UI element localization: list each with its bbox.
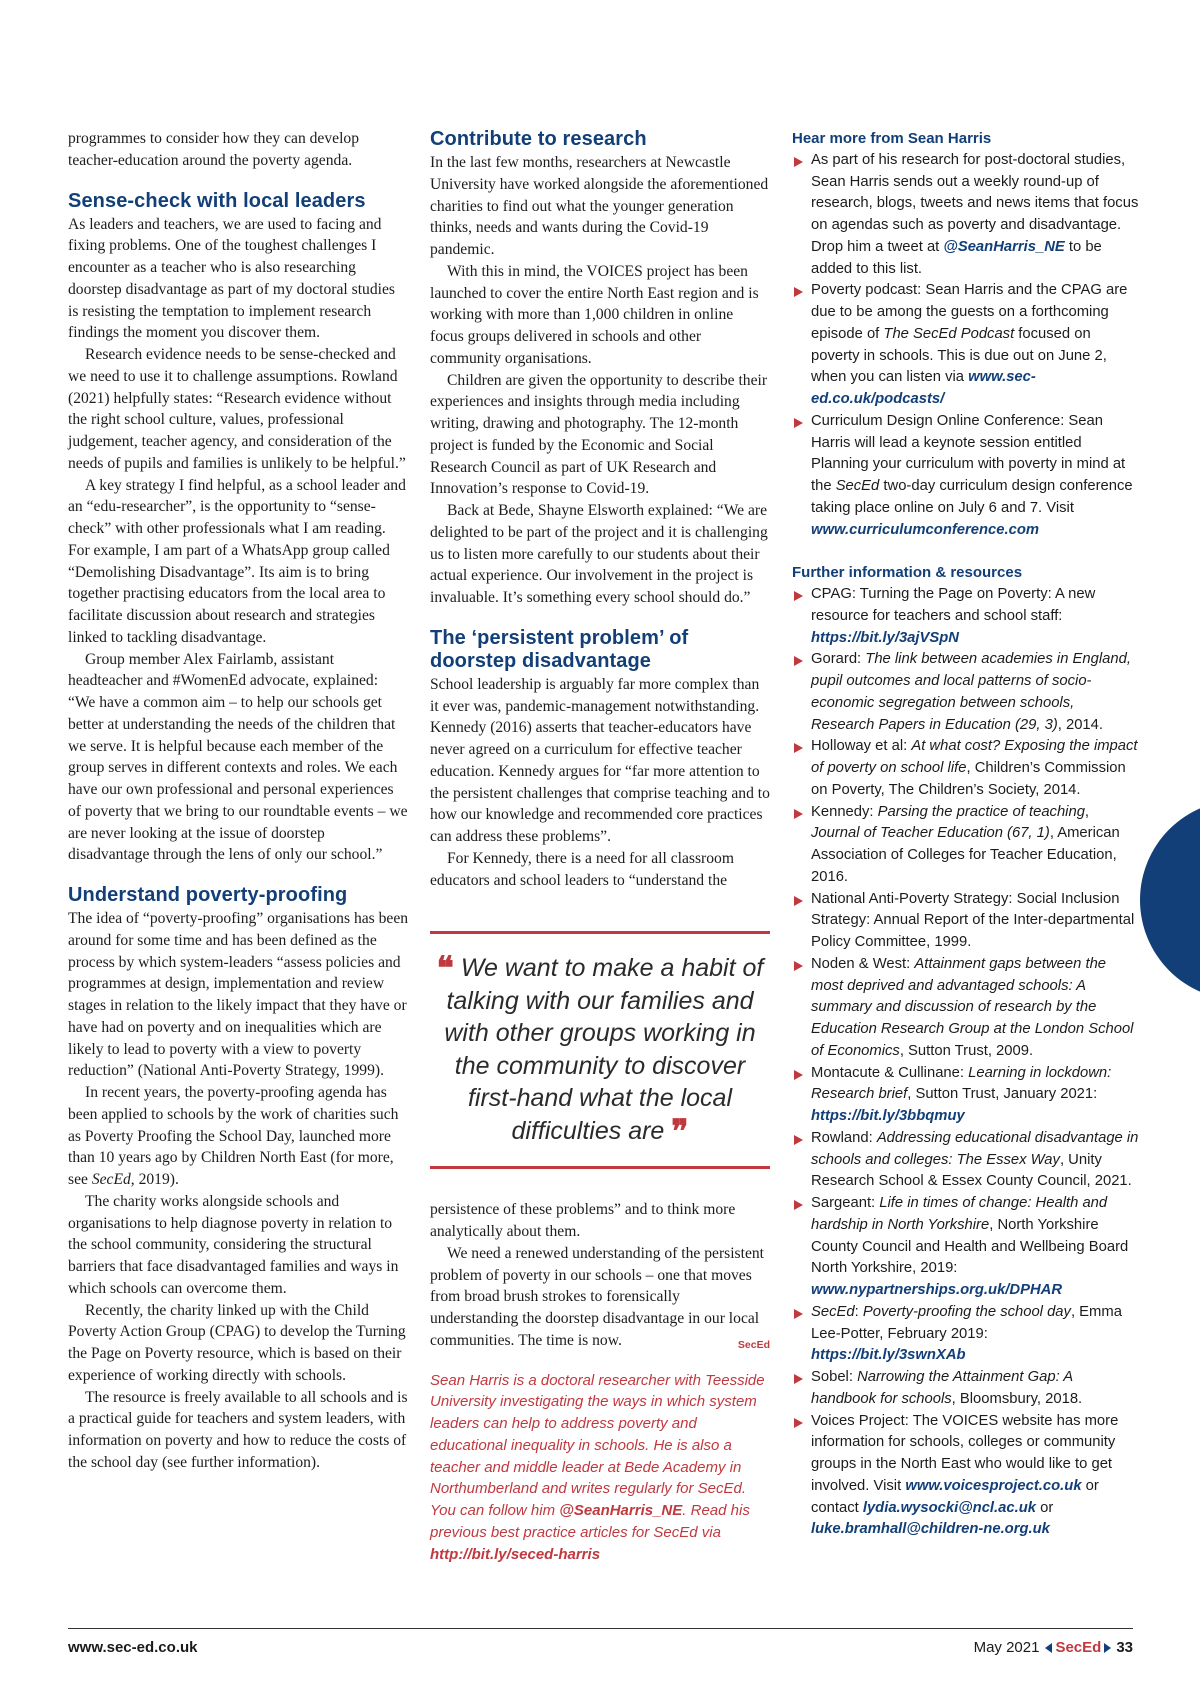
article-column-1: [68, 128, 409, 1474]
heading-contribute: Contribute to research: [430, 128, 647, 150]
page-edge-tab: [1140, 800, 1200, 1000]
pull-quote-text: We want to make a habit of talking with our families and with other groups working in the community to discover first-hand what the local difficulties are: [444, 954, 764, 1145]
list-item: National Anti-Poverty Strategy: Social Inclusion Strategy: Annual Report of the Inter-departmental Policy Committee, 1999.: [792, 889, 1140, 954]
list-item: Montacute & Cullinane: Learning in lockdown: Research brief, Sutton Trust, January 2021: https://bit.ly/3bbqmuy: [792, 1063, 1140, 1128]
email-link[interactable]: luke.bramhall@children-ne.org.uk: [811, 1521, 1050, 1538]
paragraph: The charity works alongside schools and organisations to help diagnose poverty in relation to the school community, considering the structural barriers that face disadvantaged families and ways in which schools can overcome them.: [68, 1192, 399, 1297]
bullet-arrow-icon: [794, 896, 803, 906]
close-quote-icon: ❞: [671, 1112, 689, 1149]
resource-link[interactable]: https://bit.ly/3ajVSpN: [811, 629, 959, 646]
seced-end-mark: SecEd: [737, 1338, 770, 1351]
list-item: As part of his research for post-doctoral studies, Sean Harris sends out a weekly round-up of research, blogs, tweets and news items that focus on agendas such as poverty and disadvantage. Drop him a tweet at @SeanHarris_NE to be added to this list.: [792, 150, 1140, 281]
bullet-arrow-icon: [794, 743, 803, 753]
list-item: SecEd: Poverty-proofing the school day, Emma Lee-Potter, February 2019: https://bit.ly/3swnXAb: [792, 1302, 1140, 1367]
triangle-right-icon: [1104, 1643, 1111, 1653]
conference-link[interactable]: www.curriculumconference.com: [811, 521, 1040, 538]
paragraph: The resource is freely available to all schools and is a practical guide for teachers and system leaders, with information on poverty and how to reduce the costs of the school day (see further information).: [68, 1388, 408, 1471]
paragraph: Group member Alex Fairlamb, assistant headteacher and #WomenEd advocate, explained: “We have a common aim – to help our schools get better at understanding the needs of the children that we serve. It is helpful because each member of the group serves in different contexts and roles. We each have our own professional and personal experiences of poverty that we bring to our roundtable events – we are never looking at the issue of doorstep disadvantage through the lens of only our school.”: [68, 650, 408, 864]
paragraph: For Kennedy, there is a need for all classroom educators and school leaders to “understand the: [430, 849, 734, 889]
heading-poverty-proofing: Understand poverty-proofing: [68, 884, 348, 906]
resource-link[interactable]: https://bit.ly/3swnXAb: [811, 1347, 966, 1364]
list-item: Curriculum Design Online Conference: Sean Harris will lead a keynote session entitled Planning your curriculum with poverty in mind at the SecEd two-day curriculum design conference taking place online on July 6 and 7. Visit www.curriculumconference.com: [792, 411, 1140, 542]
list-item: Gorard: The link between academies in England, pupil outcomes and local patterns of socio-economic segregation between schools, Research Papers in Education (29, 3), 2014.: [792, 649, 1140, 736]
bullet-arrow-icon: [794, 961, 803, 971]
voices-website-link[interactable]: www.voicesproject.co.uk: [905, 1477, 1082, 1494]
podcast-link[interactable]: www.sec-ed.co.uk/podcasts/: [811, 369, 1036, 407]
author-bio: Sean Harris is a doctoral researcher with Teesside University investigating the ways in which system leaders can help to address poverty and educational inequality in schools. He is also a teacher and middle leader at Bede Academy in Northumberland and writes regularly for SecEd. You can follow him @SeanHarris_NE. Read his previous best practice articles for SecEd via http://bit.ly/seced-harris: [430, 1371, 765, 1563]
bullet-arrow-icon: [794, 287, 803, 297]
footer-folio: [974, 1639, 1133, 1656]
bullet-arrow-icon: [794, 591, 803, 601]
resource-link[interactable]: https://bit.ly/3bbqmuy: [811, 1108, 965, 1124]
footer-url[interactable]: www.sec-ed.co.uk: [68, 1639, 198, 1656]
list-item: Rowland: Addressing educational disadvantage in schools and colleges: The Essex Way, Unity Research School & Essex County Council, 2021.: [792, 1128, 1140, 1193]
list-item: Noden & West: Attainment gaps between the most deprived and advantaged schools: A summary and discussion of research by the Education Research Group at the London School of Economics, Sutton Trust, 2009.: [792, 954, 1140, 1063]
heading-hear-more: Hear more from Sean Harris: [792, 130, 992, 147]
list-item: CPAG: Turning the Page on Poverty: A new resource for teachers and school staff: https://bit.ly/3ajVSpN: [792, 584, 1140, 649]
paragraph: In recent years, the poverty-proofing agenda has been applied to schools by the work of charities such as Poverty Proofing the School Day, launched more than 10 years ago by Children North East (for more, see SecEd, 2019).: [68, 1084, 399, 1188]
issue-date: May 2021: [973, 1639, 1040, 1656]
resource-link[interactable]: www.nypartnerships.org.uk/DPHAR: [811, 1282, 1063, 1298]
resources-list: [792, 584, 1140, 1541]
paragraph: Back at Bede, Shayne Elsworth explained: “We are delighted to be part of the project and it is challenging us to listen more carefully to our students about their actual experience. Our involvement in the project is invaluable. It’s something every school should do.”: [430, 502, 768, 606]
bullet-arrow-icon: [794, 1135, 803, 1145]
bullet-arrow-icon: [794, 1309, 803, 1319]
bullet-arrow-icon: [794, 157, 803, 167]
sidebar: [792, 128, 1140, 1541]
hear-more-list: [792, 150, 1140, 542]
paragraph: Recently, the charity linked up with the Child Poverty Action Group (CPAG) to develop the Turning the Page on Poverty resource, which is based on their experience of working directly with schools.: [68, 1301, 406, 1384]
bullet-arrow-icon: [794, 418, 803, 428]
heading-persistent-problem: The ‘persistent problem’ of doorstep disadvantage: [430, 626, 689, 672]
paragraph: The idea of “poverty-proofing” organisations has been around for some time and has been defined as the process by which system-leaders “assess policies and programmes at design, implementation and review stages in relation to the likely impact that they have or have had on poverty and on inequalities which are likely to lead to poverty with a view to poverty reduction” (National Anti-Poverty Strategy, 1999).: [68, 910, 409, 1080]
list-item: Voices Project: The VOICES website has more information for schools, colleges or community groups in the North East who would like to get involved. Visit www.voicesproject.co.uk or contact lydia.wysocki@ncl.ac.uk or luke.bramhall@children-ne.org.uk: [792, 1411, 1140, 1542]
brand-logo: SecEd: [1055, 1639, 1102, 1656]
intro-paragraph: programmes to consider how they can develop teacher-education around the poverty agenda.: [68, 130, 359, 169]
article-column-2: [430, 128, 770, 1565]
bullet-arrow-icon: [794, 1070, 803, 1080]
heading-sense-check: Sense-check with local leaders: [68, 189, 366, 212]
paragraph: We need a renewed understanding of the persistent problem of poverty in our schools – one that moves from broad brush strokes to forensically understanding the doorstep disadvantage in our local communities. The time is now. SecEd: [430, 1243, 770, 1352]
page-number: 33: [1116, 1639, 1133, 1656]
paragraph: Research evidence needs to be sense-checked and we need to use it to challenge assumptions. Rowland (2021) helpfully states: “Research evidence without the right school culture, values, professional judgement, teacher agency, and consideration of the needs of pupils and families is unlikely to be helpful.”: [68, 346, 406, 472]
author-twitter-link[interactable]: @SeanHarris_NE: [559, 1502, 683, 1519]
twitter-link[interactable]: @SeanHarris_NE: [943, 238, 1065, 255]
paragraph: Children are given the opportunity to describe their experiences and insights through media including writing, drawing and photography. The 12-month project is funded by the Economic and Social Research Council as part of UK Research and Innovation’s response to Covid-19.: [430, 371, 768, 498]
author-articles-link[interactable]: http://bit.ly/seced-harris: [430, 1545, 601, 1563]
bullet-arrow-icon: [794, 656, 803, 666]
list-item: Kennedy: Parsing the practice of teaching, Journal of Teacher Education (67, 1), American Association of Colleges for Teacher Education, 2016.: [792, 802, 1140, 889]
list-item: Holloway et al: At what cost? Exposing the impact of poverty on school life, Children’s Commission on Poverty, The Children’s Society, 2014.: [792, 736, 1140, 801]
pull-quote: [430, 931, 770, 1169]
paragraph: School leadership is arguably far more complex than it ever was, pandemic-management notwithstanding. Kennedy (2016) asserts that teacher-educators have never agreed on a curriculum for effective teacher education. Kennedy argues for “far more attention to the persistent challenges that comprise teaching and to how our knowledge and recommended core practices can address these problems”.: [430, 675, 770, 845]
bullet-arrow-icon: [794, 1200, 803, 1210]
footer-divider: [68, 1628, 1133, 1629]
heading-further-info: Further information & resources: [792, 564, 1023, 582]
paragraph: With this in mind, the VOICES project has been launched to cover the entire North East region and is working with more than 1,000 children in online focus groups delivered in schools and other community organisations.: [430, 262, 759, 367]
email-link[interactable]: lydia.wysocki@ncl.ac.uk: [862, 1499, 1036, 1516]
paragraph: persistence of these problems” and to think more analytically about them.: [430, 1201, 736, 1240]
list-item: Sargeant: Life in times of change: Health and hardship in North Yorkshire, North Yorkshire County Council and Health and Wellbeing Board North Yorkshire, 2019: www.nypartnerships.org.uk/DPHAR: [792, 1193, 1140, 1302]
bullet-arrow-icon: [794, 1374, 803, 1384]
paragraph: In the last few months, researchers at Newcastle University have worked alongside the aforementioned charities to find out what the younger generation thinks, needs and wants during the Covid-19 pandemic.: [430, 154, 769, 258]
paragraph: As leaders and teachers, we are used to facing and fixing problems. One of the toughest challenges I encounter as a teacher who is also researching doorstep disadvantage as part of my doctoral studies is resisting the temptation to implement research findings the moment you discover them.: [68, 215, 395, 342]
list-item: Sobel: Narrowing the Attainment Gap: A handbook for schools, Bloomsbury, 2018.: [792, 1367, 1140, 1411]
bullet-arrow-icon: [794, 809, 803, 819]
paragraph: A key strategy I find helpful, as a school leader and an “edu-researcher”, is the opportunity to “sense-check” with other professionals what I am reading. For example, I am part of a WhatsApp group called “Demolishing Disadvantage”. Its aim is to bring together practising educators from the local area to facilitate discussion about research and strategies linked to tackling disadvantage.: [68, 476, 406, 646]
triangle-left-icon: [1045, 1643, 1052, 1653]
bullet-arrow-icon: [794, 1418, 803, 1428]
open-quote-icon: ❝: [436, 950, 454, 987]
list-item: Poverty podcast: Sean Harris and the CPAG are due to be among the guests on a forthcoming episode of The SecEd Podcast focused on poverty in schools. This is due out on June 2, when you can listen via www.sec-ed.co.uk/podcasts/: [792, 280, 1140, 411]
